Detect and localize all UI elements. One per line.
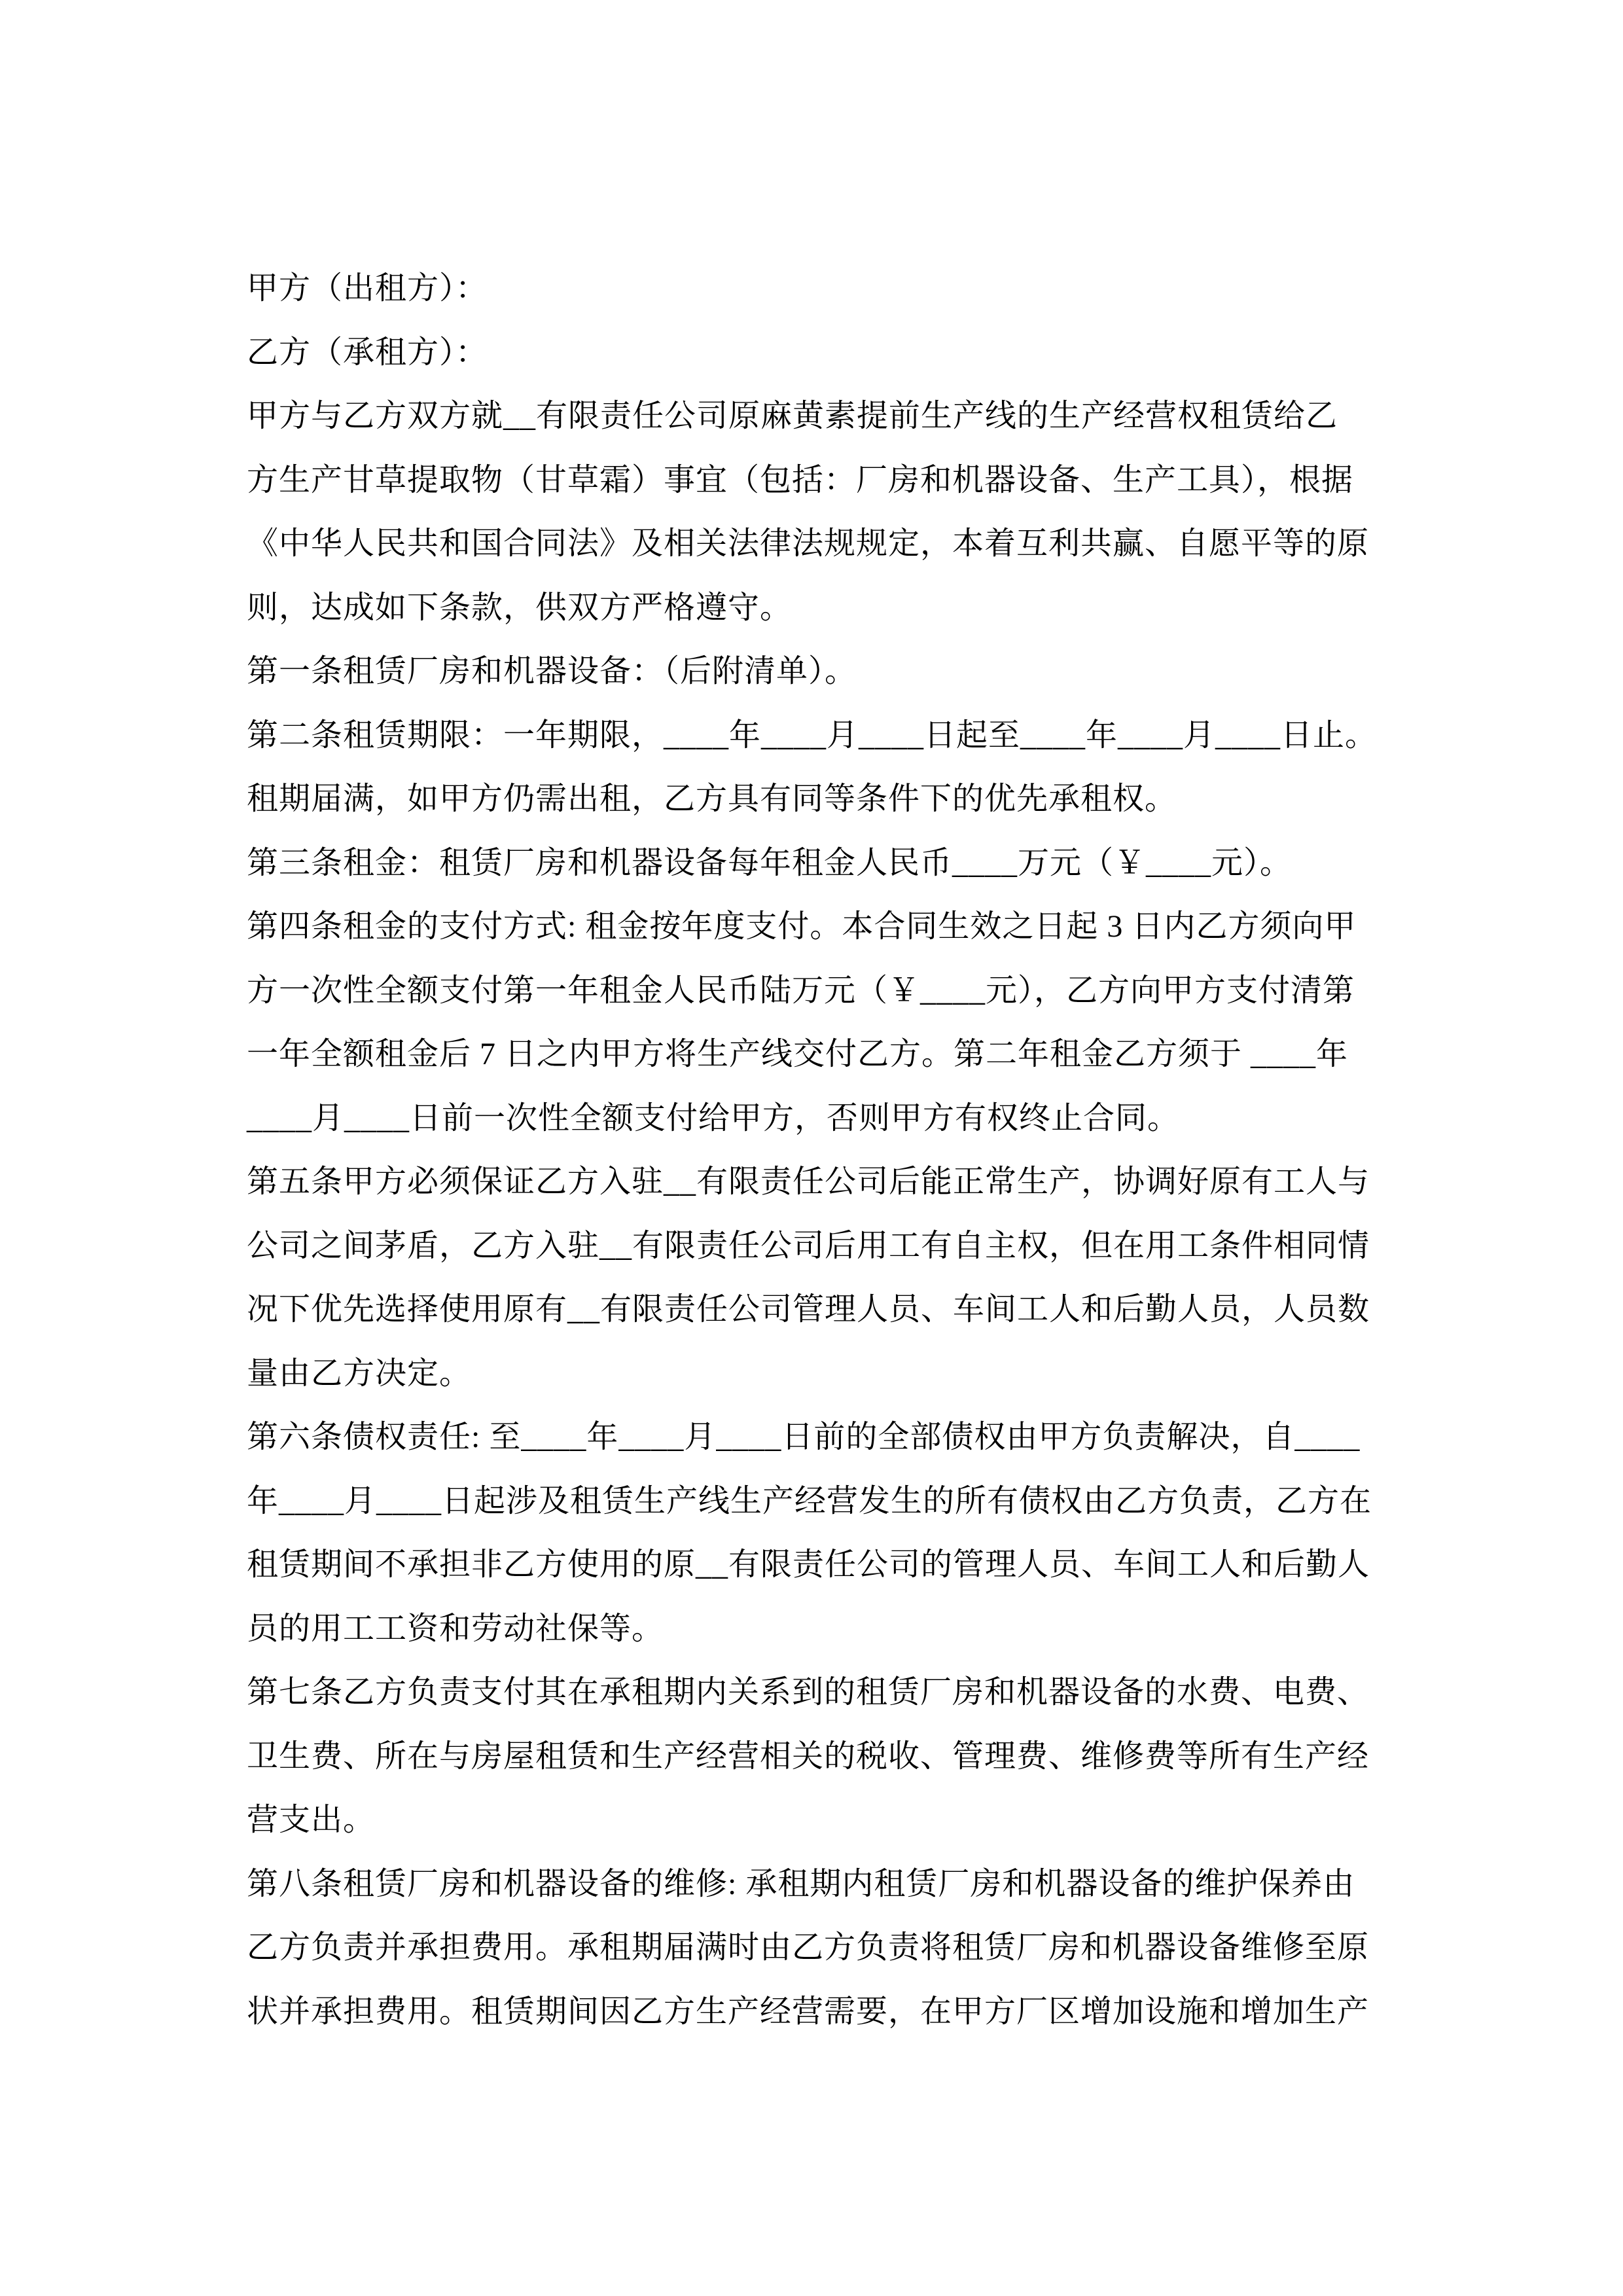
text-line: 则，达成如下条款，供双方严格遵守。 xyxy=(247,590,793,625)
text-line: 况下优先选择使用原有__有限责任公司管理人员、车间工人和后勤人员，人员数 xyxy=(247,1292,1370,1327)
text-line: 甲方与乙方双方就__有限责任公司原麻黄素提前生产线的生产经营权租赁给乙 xyxy=(247,399,1338,433)
text-line: 第六条债权责任: 至____年____月____日前的全部债权由甲方负责解决，自____ xyxy=(247,1420,1361,1454)
text-line: 方一次性全额支付第一年租金人民币陆万元（￥____元），乙方向甲方支付清第 xyxy=(247,973,1355,1008)
text-line: 营支出。 xyxy=(247,1803,376,1837)
text-line: 第五条甲方必须保证乙方入驻__有限责任公司后能正常生产，协调好原有工人与 xyxy=(247,1164,1370,1199)
text-line: 第七条乙方负责支付其在承租期内关系到的租赁厂房和机器设备的水费、电费、 xyxy=(247,1675,1370,1710)
text-line: 乙方（承租方）： xyxy=(247,334,488,370)
text-line: 年____月____日起涉及租赁生产线生产经营发生的所有债权由乙方负责，乙方在 xyxy=(247,1483,1372,1518)
text-line: 量由乙方决定。 xyxy=(247,1355,472,1391)
text-line: 一年全额租金后 7 日之内甲方将生产线交付乙方。第二年租金乙方须于 ____年 xyxy=(247,1037,1349,1071)
text-line: 状并承担费用。租赁期间因乙方生产经营需要，在甲方厂区增加设施和增加生产 xyxy=(247,1994,1370,2029)
text-line: 租期届满，如甲方仍需出租，乙方具有同等条件下的优先承租权。 xyxy=(247,781,1177,816)
text-line: 甲方（出租方）： xyxy=(247,271,488,306)
text-line: 方生产甘草提取物（甘草霜）事宜（包括：厂房和机器设备、生产工具），根据 xyxy=(247,462,1354,497)
text-line: 公司之间茅盾，乙方入驻__有限责任公司后用工有自主权，但在用工条件相同情 xyxy=(247,1228,1370,1263)
text-line: 乙方负责并承担费用。承租期届满时由乙方负责将租赁厂房和机器设备维修至原 xyxy=(247,1930,1370,1965)
text-line: 《中华人民共和国合同法》及相关法律法规规定，本着互利共赢、自愿平等的原 xyxy=(247,526,1370,561)
text-line: ____月____日前一次性全额支付给甲方，否则甲方有权终止合同。 xyxy=(247,1100,1180,1136)
text-line: 第四条租金的支付方式: 租金按年度支付。本合同生效之日起 3 日内乙方须向甲 xyxy=(247,909,1357,944)
text-line: 第二条租赁期限：一年期限，____年____月____日起至____年____月____日止。 xyxy=(247,717,1378,753)
text-line: 第一条租赁厂房和机器设备：（后附清单）。 xyxy=(247,654,857,689)
text-line: 员的用工工资和劳动社保等。 xyxy=(247,1611,664,1646)
text-line: 第三条租金：租赁厂房和机器设备每年租金人民币____万元（￥____元）。 xyxy=(247,845,1293,880)
text-line: 第八条租赁厂房和机器设备的维修: 承租期内租赁厂房和机器设备的维护保养由 xyxy=(247,1866,1355,1901)
text-line: 卫生费、所在与房屋租赁和生产经营相关的税收、管理费、维修费等所有生产经 xyxy=(247,1738,1370,1774)
text-line: 租赁期间不承担非乙方使用的原__有限责任公司的管理人员、车间工人和后勤人 xyxy=(247,1547,1370,1582)
document-body xyxy=(247,257,1418,2043)
